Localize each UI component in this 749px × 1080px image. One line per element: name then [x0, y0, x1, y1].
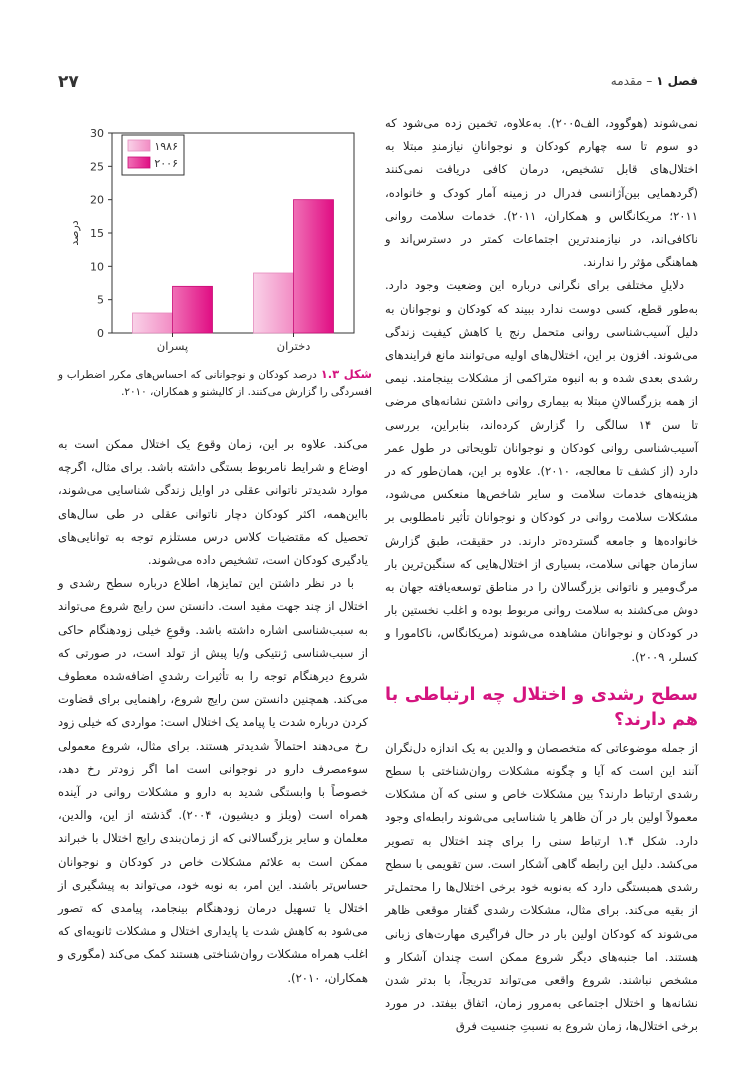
legend-swatch [128, 157, 150, 168]
legend-swatch [128, 140, 150, 151]
bar [294, 200, 334, 333]
figure-caption [58, 366, 372, 401]
caption-label: شکل ۱.۳ [320, 367, 372, 381]
chapter-title: مقدمه [610, 74, 643, 88]
page-header [58, 72, 698, 102]
paragraph: از جمله موضوعاتی که متخصصان و والدین به یک اندازه دل‌نگران آنند این است که آیا و چگونه مشکلات روان‌شناختی با سطح رشدی ارتباط دارند؟ بین مشکلات خاص و سنی که آن مشکلات معمولاً اولین بار در آن ظاهر یا شناسایی می‌شوند رابطه‌ای وجود دارد. شکل ۱.۴ ارتباط سنی را برای چند اختلال به تصویر می‌کشد. دلیل این رابطه گاهی آشکار است. سن تقویمی با سطح رشدی همبستگی دارد که به‌نوبه خود برخی اختلال‌ها را محتمل‌تر از بقیه می‌کند. برای مثال، مشکلات رشدی گفتار موقعی ظاهر می‌شوند که کودکان اولین بار در حال فراگیری مهارت‌های زبانی هستند. اما جنبه‌های دیگر شروع ممکن است چندان آشکار و مشخص نباشند. شروع واقعی می‌تواند تدریجاً، با بدتر شدن نشانه‌ها و اختلال اجتماعی به‌مرور زمان، اتفاق بیفتد. در مورد برخی اختلال‌ها، زمان شروع به نسبتِ جنسیت فرق [385, 740, 698, 1034]
paragraph: دلایلِ مختلفی برای نگرانی درباره این وضعیت وجود دارد. به‌طور قطع، کسی دوست ندارد ببیند که کودکان و نوجوانان به دلیل آسیب‌شناسی روانی متحمل رنج یا کاهش کیفیت زندگی می‌شوند. افزون بر این، اختلال‌های اولیه می‌توانند مانع فرایندهای رشدی بعدی شده و به انبوه متراکمی از مشکلات بینجامند. نیمی از همه بزرگسالانِ مبتلا به بیماری روانی داشتن نشانه‌های مرضی تا سن ۱۴ سالگی را گزارش کرده‌اند، بنابراین، بررسی آسیب‌شناسی روانی کودکان و نوجوانان تلویحاتی در طول عمر دارد (از کشف تا معالجه، ۲۰۱۰). علاوه بر این، همان‌طور که در هزینه‌های خدمات سلامت و سایر شاخص‌ها منعکس می‌شود، مشکلات سلامت روانی در کودکان و نوجوانان تأثیر نامطلوبی بر خانواده‌ها و جامعه گسترده‌تر دارند. در حقیقت، طبق گزارش سازمان جهانی سلامت، بسیاری از اختلال‌هایی که سنگین‌ترین بار مرگ‌ومیر و ناتوانی بزرگسالان را در مناطق توسعه‌یافته جهان به دوش می‌کشند به سلامت روانی مربوط بوده و اغلب نخستین بار در کودکان و نوجوانان مشاهده می‌شوند (مریکانگاس، ناکامورا و کسلر، ۲۰۰۹). [385, 278, 699, 664]
x-axis [157, 333, 311, 354]
y-tick-label: 15 [90, 227, 104, 240]
bar [254, 273, 294, 333]
caption-text: درصد کودکان و نوجوانانی که احساس‌های مکرر اضطراب و افسردگی را گزارش می‌کنند. از کالیشنو و همکاران، ۲۰۱۰. [58, 369, 372, 398]
running-head [611, 74, 698, 88]
bar-chart [58, 118, 372, 358]
section-heading: سطح رشدی و اختلال چه ارتباطی با هم دارند؟ [385, 684, 698, 730]
left-column [58, 433, 368, 990]
y-tick-label: 0 [97, 327, 104, 340]
y-tick-label: 10 [90, 260, 104, 274]
running-head-separator: – [642, 74, 657, 88]
legend-label: ۲۰۰۶ [154, 157, 178, 170]
x-tick-label: پسران [156, 339, 189, 353]
y-axis-label: درصد [68, 220, 81, 246]
bars [133, 200, 334, 333]
legend-label: ۱۹۸۶ [154, 140, 178, 153]
chapter-label: فصل ۱ [656, 74, 698, 88]
bar [173, 286, 213, 333]
y-tick-label: 20 [90, 193, 104, 207]
legend [122, 135, 184, 175]
y-axis [90, 127, 112, 340]
bar [133, 313, 173, 333]
page-number: ۲۷ [58, 72, 79, 92]
paragraph: می‌کند. علاوه بر این، زمان وقوع یک اختلال ممکن است به اوضاع و شرایط نامربوط بستگی داشته باشد. برای مثال، اگرچه موارد شدیدتر ناتوانی عقلی در اوایل زندگی شناسایی می‌شوند، بااین‌همه، اکثر کودکان دچار ناتوانی عقلی در طی سال‌های تحصیل که مقتضیات کلاس درس مستلزم توجه به توانایی‌های یادگیری کودکان است، تشخیص داده می‌شوند. [58, 437, 368, 568]
x-tick-label: دختران [276, 339, 311, 353]
y-tick-label: 25 [90, 160, 104, 174]
y-tick-label: 30 [90, 127, 104, 140]
y-tick-label: 5 [97, 293, 104, 307]
right-column [385, 112, 698, 1039]
paragraph: نمی‌شوند (هوگوود، الف۲۰۰۵). به‌علاوه، تخمین زده می‌شود که دو سوم تا سه چهارم کودکان و نوجوانانِ نیازمندِ مبتلا به اختلال‌های قابل تشخیص، درمان کافی دریافت نمی‌کنند (گردهمایی بین‌آژانسی فدرال در زمینه آمار کودک و خانواده، ۲۰۱۱؛ مریکانگاس و همکاران، ۲۰۱۱). خدمات سلامت روانی ناکافی‌اند، در نیازمندترین اجتماعات کمتر در دسترس‌اند و هماهنگی مؤثر را ندارند. [385, 116, 698, 270]
paragraph: با در نظر داشتن این تمایزها، اطلاع درباره سطح رشدی و اختلال از چند جهت مفید است. دانستن سن رایج شروع می‌تواند به سبب‌شناسی اشاره داشته باشد. وقوعِ خیلی زودهنگام حاکی از سبب‌شناسی ژنتیکی و/یا پیش از تولد است، در صورتی که شروع دیرهنگام توجه را به تأثیرات رشدیِ اضافه‌شده معطوف می‌کند. همچنین دانستن سن رایج شروع، راهنمایی برای قضاوت کردن درباره شدت یا پیامد یک اختلال است: مواردی که خیلی زود رخ می‌دهند احتمالاً شدیدتر هستند. برای مثال، شروع معمولی سوءمصرف دارو در نوجوانی است اما اگر زودتر رخ دهد، خصوصاً با وابستگی شدید به دارو و مشکلات روانی در آینده همراه است (ویلز و دیشیون، ۲۰۰۴). گذشته از این، والدین، معلمان و سایر بزرگسالانی که از زمان‌بندی رایج اختلال با خبراند ممکن است به علائم مشکلات خاص در کودکان و نوجوانان حساس‌تر باشند. این امر، به نوبه خود، می‌تواند به پیشگیری از اختلال یا تسهیل درمان زودهنگام بینجامد، پیامدی که تصور می‌شود به کاهش شدت یا پایداری اختلال و مشکلات ثانویه‌ای که اغلب همراه مشکلات روان‌شناختی هستند کمک می‌کند (مگوری و همکاران، ۲۰۱۰). [58, 576, 368, 985]
